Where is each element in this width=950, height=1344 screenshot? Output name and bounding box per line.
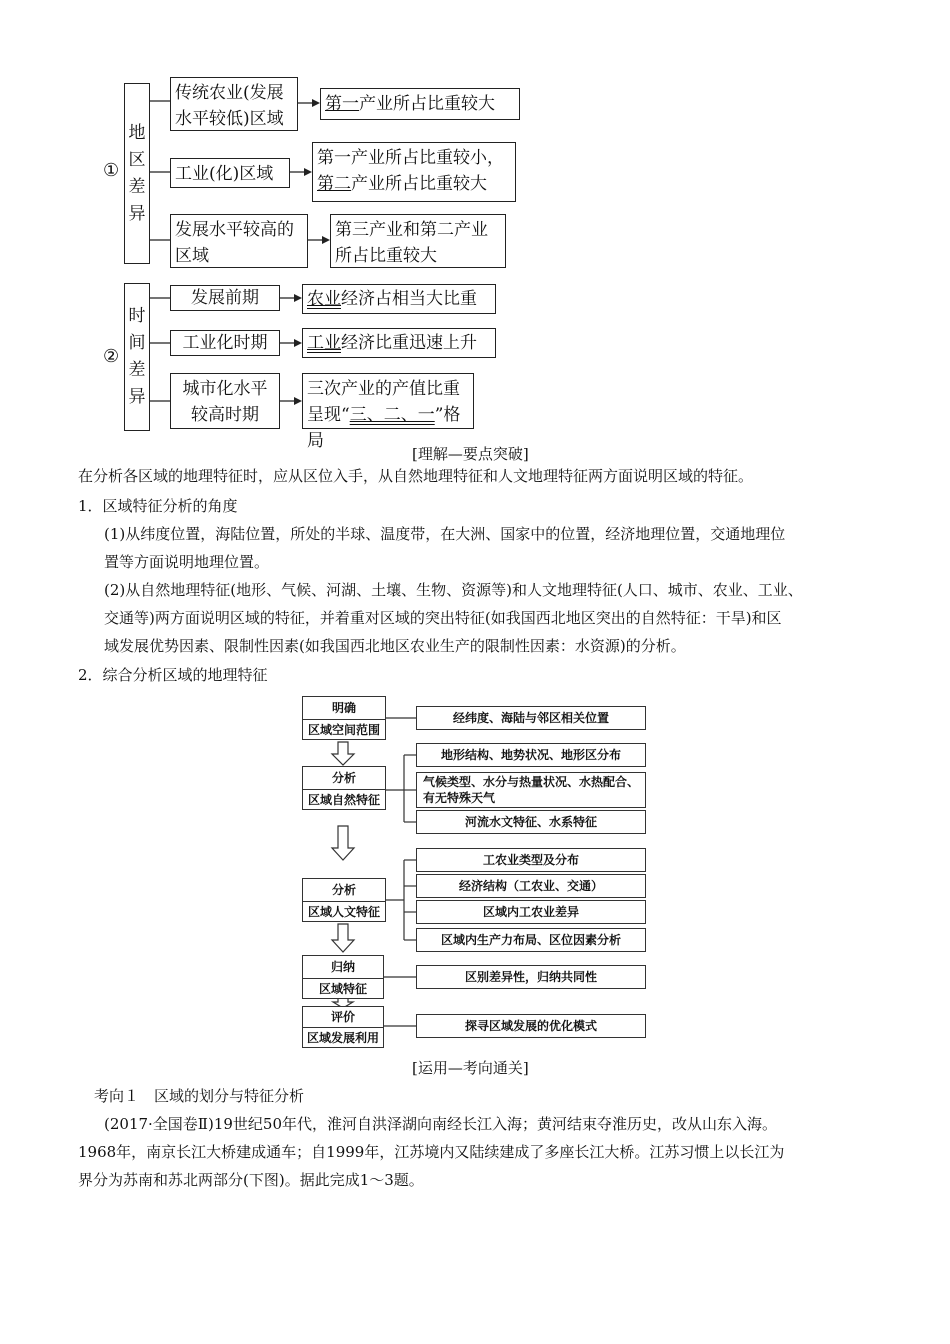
underlined-term: 第一 — [325, 94, 359, 114]
tree1-number: ① — [103, 160, 120, 181]
box-line: 发展水平较高的 — [175, 220, 294, 240]
tree1-label-char: 差 — [128, 176, 146, 197]
tree1-label-char: 异 — [128, 203, 146, 224]
tree1-row2-right — [312, 142, 516, 202]
flow-step-summarize — [302, 955, 384, 999]
flow-item: 探寻区域发展的优化模式 — [416, 1014, 646, 1038]
tree1-row1-right — [320, 88, 520, 120]
question-line: 1968年，南京长江大桥建成通车；自1999年，江苏境内又陆续建成了多座长江大桥。江苏习惯上以长江为 — [78, 1143, 785, 1161]
question-line: 界分为苏南和苏北两部分(下图)。据此完成1～3题。 — [78, 1171, 424, 1189]
box-line: 第三产业和第二产业 — [335, 220, 488, 240]
step-verb: 分析 — [303, 767, 385, 790]
point2-line: (2)从自然地理特征(地形、气候、河湖、土壤、生物、资源等)和人文地理特征(人口、城市、农业、工业、 — [104, 581, 803, 599]
tree1-row3-left — [170, 214, 308, 268]
tree2-label-char: 差 — [128, 360, 146, 380]
tree2-row2-right — [302, 328, 496, 358]
point2-line: 域发展优势因素、限制性因素(如我国西北地区农业生产的限制性因素：水资源)的分析。 — [104, 637, 686, 655]
tree1-row3-right — [330, 214, 506, 268]
box-text: ”格局 — [307, 405, 461, 451]
flow-item: 工农业类型及分布 — [416, 848, 646, 872]
flow-item: 区域内生产力布局、区位因素分析 — [416, 928, 646, 952]
box-line: 较高时期 — [191, 405, 259, 425]
box-line: 区域 — [175, 246, 209, 266]
tree1-row1-left — [170, 77, 298, 131]
step-object: 区域自然特征 — [307, 793, 380, 807]
kaoxiang-title: 考向１ 区域的划分与特征分析 — [94, 1087, 305, 1105]
underlined-term: 第二 — [317, 174, 351, 194]
flow-item: 地形结构、地势状况、地形区分布 — [416, 743, 646, 767]
flow-item: 区别差异性，归纳共同性 — [416, 965, 646, 989]
tree2-row1-left: 发展前期 — [170, 285, 280, 311]
step-verb: 归纳 — [303, 956, 383, 979]
step-verb: 明确 — [303, 697, 385, 720]
flow-step-human — [302, 878, 386, 922]
flow-item-climate — [416, 772, 646, 808]
box-text: 产业所占比重较大 — [351, 174, 487, 194]
step-object: 区域空间范围 — [307, 723, 380, 737]
tree2-label-char: 时 — [128, 306, 146, 326]
step-verb: 评价 — [303, 1007, 383, 1028]
flow-item: 经济结构（工农业、交通） — [416, 874, 646, 898]
tree1-label-char: 区 — [128, 149, 146, 170]
box-line: 城市化水平 — [182, 379, 268, 399]
point1-title: 1．区域特征分析的角度 — [78, 497, 238, 515]
intro-paragraph: 在分析各区域的地理特征时，应从区位入手，从自然地理特征和人文地理特征两方面说明区域的特征。 — [78, 467, 754, 485]
underlined-term: 农业 — [307, 289, 341, 309]
box-line: 三次产业的产值比重 — [307, 379, 460, 399]
step-object: 区域特征 — [318, 982, 367, 996]
flow-step-natural — [302, 766, 386, 810]
flow-item: 经纬度、海陆与邻区相关位置 — [416, 706, 646, 730]
point2-title: 2．综合分析区域的地理特征 — [78, 666, 268, 684]
point1-line: (1)从纬度位置，海陆位置，所处的半球、温度带，在大洲、国家中的位置，经济地理位置，交通地理位 — [104, 525, 786, 543]
box-line: 工业(化)区域 — [175, 164, 274, 184]
tree2-label-char: 异 — [128, 387, 146, 407]
box-line: 所占比重较大 — [335, 246, 437, 266]
box-text: 经济占相当大比重 — [341, 289, 477, 309]
box-text: 经济比重迅速上升 — [341, 333, 477, 353]
tree2-row2-left: 工业化时期 — [170, 330, 280, 356]
box-text: 产业所占比重较大 — [359, 94, 495, 114]
flow-step-define — [302, 696, 386, 740]
tree1-row2-left — [170, 158, 290, 188]
box-line: 水平较低)区域 — [175, 109, 284, 129]
underlined-term: 工业 — [307, 333, 341, 353]
box-line: 第一产业所占比重较小， — [317, 148, 504, 168]
tree1-label-char: 地 — [128, 122, 146, 143]
tree2-number: ② — [103, 346, 120, 367]
tree1-label — [124, 83, 150, 264]
box-text: 呈现“ — [307, 405, 350, 425]
step-object: 区域人文特征 — [307, 905, 380, 919]
section-title-understand: [理解—要点突破] — [412, 445, 529, 463]
section-title-apply: [运用—考向通关] — [412, 1059, 529, 1077]
question-line: (2017·全国卷Ⅱ)19世纪50年代，淮河自洪泽湖向南经长江入海；黄河结束夺淮历史，改从山东入海。 — [104, 1115, 778, 1133]
step-object: 区域发展利用 — [306, 1031, 379, 1045]
underlined-term: 三、二、一 — [349, 405, 435, 425]
tree2-label-char: 间 — [128, 333, 146, 353]
flow-item: 区域内工农业差异 — [416, 900, 646, 924]
flow-step-evaluate — [302, 1006, 384, 1048]
box-line: 传统农业(发展 — [175, 83, 284, 103]
tree2-row1-right — [302, 284, 496, 314]
tree2-label — [124, 283, 150, 431]
flow-item-line: 有无特殊天气 — [423, 791, 496, 805]
step-verb: 分析 — [303, 879, 385, 902]
flow-item: 河流水文特征、水系特征 — [416, 810, 646, 834]
flow-item-line: 气候类型、水分与热量状况、水热配合、 — [423, 775, 640, 789]
tree2-row3-left — [170, 373, 280, 429]
point1-line: 置等方面说明地理位置。 — [104, 553, 270, 571]
tree2-row3-right — [302, 373, 474, 451]
point2-line: 交通等)两方面说明区域的特征，并着重对区域的突出特征(如我国西北地区突出的自然特征：干旱)和区 — [104, 609, 782, 627]
